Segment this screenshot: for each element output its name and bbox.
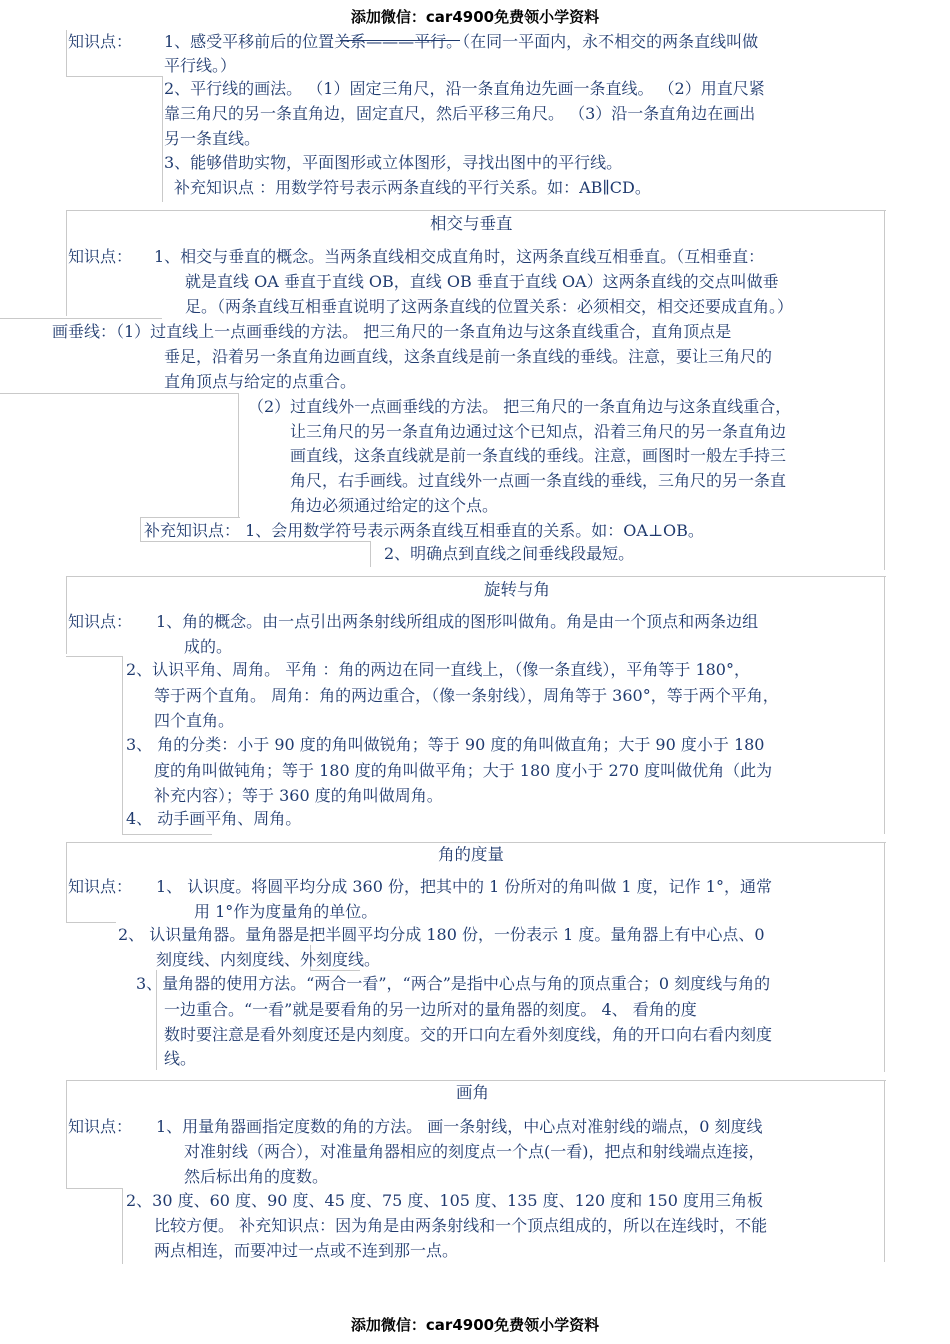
text-line: 成的。 xyxy=(184,637,233,656)
text-line: 4、 动手画平角、周角。 xyxy=(126,809,302,828)
text-line: 2、30 度、60 度、90 度、45 度、75 度、105 度、135 度、120 度和 150 度用三角板 xyxy=(126,1191,763,1210)
supplement-line: 补充知识点 ：用数学符号表示两条直线的平行关系。如：AB∥CD。 xyxy=(174,178,651,197)
header-watermark: 添加微信：car4900免费领小学资料 xyxy=(350,8,600,26)
section-title: 画角 xyxy=(456,1083,489,1102)
knowledge-label: 知识点： xyxy=(68,612,133,631)
text-line: 画垂线：（1）过直线上一点画垂线的方法。 把三角尺的一条直角边与这条直线重合，直角顶点是 xyxy=(52,322,732,341)
text-line: 3、量角器的使用方法。“两合一看”，“两合”是指中心点与角的顶点重合；0 刻度线与角的 xyxy=(136,974,771,993)
text-line: 3、 角的分类：小于 90 度的角叫做锐角；等于 90 度的角叫做直角；大于 90 度小于 180 xyxy=(126,735,765,754)
section-title: 旋转与角 xyxy=(484,580,550,599)
supplement-line: 补充知识点： 1、会用数学符号表示两条直线互相垂直的关系。如：OA⊥OB。 xyxy=(144,521,704,540)
text-line: 靠三角尺的另一条直角边，固定直尺，然后平移三角尺。 （3）沿一条直角边在画出 xyxy=(164,104,756,123)
section-title: 相交与垂直 xyxy=(430,214,513,233)
text-line: 就是直线 OA 垂直于直线 OB，直线 OB 垂直于直线 OA）这两条直线的交点叫做垂 xyxy=(185,272,779,291)
knowledge-label: 知识点： xyxy=(68,877,133,896)
strike-decoration xyxy=(340,40,460,41)
text-line: 1、 认识度。将圆平均分成 360 份，把其中的 1 份所对的角叫做 1 度，记作 1°，通常 xyxy=(156,877,772,896)
text-line: 然后标出角的度数。 xyxy=(184,1167,329,1186)
text-line: 线。 xyxy=(164,1049,197,1068)
text-line: 足。（两条直线互相垂直说明了这两条直线的位置关系：必须相交，相交还要成直角。） xyxy=(185,297,794,316)
text-line: 等于两个直角。 周角：角的两边重合，（像一条射线），周角等于 360°，等于两个平角， xyxy=(154,686,779,705)
text-line: 对准射线（两合），对准量角器相应的刻度点一个点(一看)，把点和射线端点连接， xyxy=(184,1142,765,1161)
text-line: （2）过直线外一点画垂线的方法。 把三角尺的一条直角边与这条直线重合， xyxy=(248,397,792,416)
text-line: 角边必须通过给定的这个点。 xyxy=(290,496,499,515)
footer-watermark: 添加微信：car4900免费领小学资料 xyxy=(350,1316,600,1334)
text-line: 让三角尺的另一条直角边通过这个已知点，沿着三角尺的另一条直角边 xyxy=(290,422,787,441)
text-line: 一边重合。“一看”就是要看角的另一边所对的量角器的刻度。 4、 看角的度 xyxy=(164,1000,697,1019)
text-line: 四个直角。 xyxy=(154,711,235,730)
text-line: 直角顶点与给定的点重合。 xyxy=(164,372,357,391)
text-line: 刻度线、内刻度线、外刻度线。 xyxy=(156,950,381,969)
text-line: 度的角叫做钝角；等于 180 度的角叫做平角；大于 180 度小于 270 度叫做优角（此为 xyxy=(154,761,773,780)
text-line: 2、平行线的画法。 （1）固定三角尺，沿一条直角边先画一条直线。 （2）用直尺紧 xyxy=(164,79,765,98)
text-line: 用 1°作为度量角的单位。 xyxy=(194,902,378,921)
knowledge-label: 知识点： xyxy=(68,1117,133,1136)
text-line: 数时要注意是看外刻度还是内刻度。交的开口向左看外刻度线，角的开口向右看内刻度 xyxy=(164,1025,773,1044)
text-line: 1、感受平移前后的位置关系———平行。（在同一平面内，永不相交的两条直线叫做 xyxy=(164,32,759,51)
text-line: 画直线，这条直线就是前一条直线的垂线。注意，画图时一般左手持三 xyxy=(290,446,787,465)
knowledge-label: 知识点： xyxy=(68,32,133,51)
text-line: 1、角的概念。由一点引出两条射线所组成的图形叫做角。角是由一个顶点和两条边组 xyxy=(156,612,759,631)
text-line: 平行线。） xyxy=(164,56,237,75)
text-line: 2、 认识量角器。量角器是把半圆平均分成 180 份，一份表示 1 度。量角器上有中心点、0 xyxy=(118,925,765,944)
text-line: 比较方便。 补充知识点：因为角是由两条射线和一个顶点组成的，所以在连线时，不能 xyxy=(154,1216,768,1235)
supplement-line: 2、明确点到直线之间垂线段最短。 xyxy=(384,544,635,563)
section-title: 角的度量 xyxy=(438,845,504,864)
text-line: 另一条直线。 xyxy=(164,129,261,148)
text-line: 1、相交与垂直的概念。当两条直线相交成直角时，这两条直线互相垂直。（互相垂直： xyxy=(154,247,765,266)
text-line: 1、用量角器画指定度数的角的方法。 画一条射线，中心点对准射线的端点，0 刻度线 xyxy=(156,1117,763,1136)
text-line: 3、能够借助实物，平面图形或立体图形，寻找出图中的平行线。 xyxy=(164,153,623,172)
text-line: 垂足，沿着另一条直角边画直线，这条直线是前一条直线的垂线。注意，要让三角尺的 xyxy=(164,347,773,366)
text-line: 2、认识平角、周角。 平角 ：角的两边在同一直线上，（像一条直线），平角等于 180°， xyxy=(126,660,750,679)
text-line: 角尺，右手画线。过直线外一点画一条直线的垂线，三角尺的另一条直 xyxy=(290,471,787,490)
text-line: 两点相连，而要冲过一点或不连到那一点。 xyxy=(154,1241,459,1260)
text-line: 补充内容）；等于 360 度的角叫做周角。 xyxy=(154,786,443,805)
knowledge-label: 知识点： xyxy=(68,247,133,266)
